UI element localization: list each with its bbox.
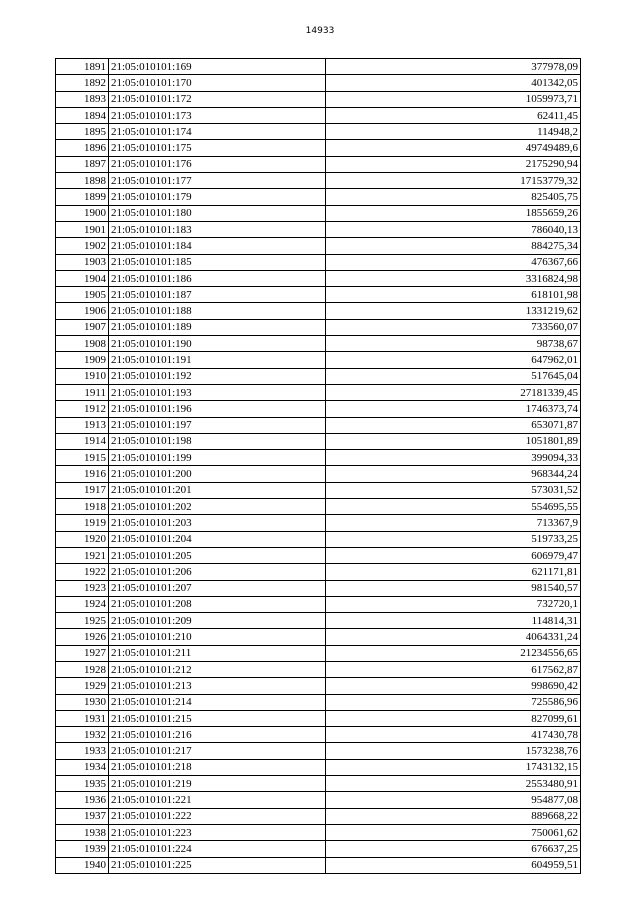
row-number: 1929: [56, 678, 109, 694]
row-number: 1899: [56, 189, 109, 205]
cadastral-value: 884275,34: [326, 238, 581, 254]
cadastral-value: 476367,66: [326, 254, 581, 270]
table-row: [56, 75, 581, 91]
cadastral-number: 21:05:010101:193: [109, 384, 326, 400]
table-row: [56, 368, 581, 384]
cadastral-value: 617562,87: [326, 661, 581, 677]
table-row: [56, 613, 581, 629]
row-number: 1931: [56, 710, 109, 726]
table-row: [56, 401, 581, 417]
cadastral-value: 1746373,74: [326, 401, 581, 417]
row-number: 1895: [56, 124, 109, 140]
row-number: 1938: [56, 824, 109, 840]
row-number: 1894: [56, 107, 109, 123]
row-number: 1933: [56, 743, 109, 759]
cadastral-number: 21:05:010101:174: [109, 124, 326, 140]
row-number: 1924: [56, 596, 109, 612]
row-number: 1928: [56, 661, 109, 677]
table-row: [56, 417, 581, 433]
cadastral-value: 1743132,15: [326, 759, 581, 775]
cadastral-value: 732720,1: [326, 596, 581, 612]
table-row: [56, 694, 581, 710]
table-row: [56, 287, 581, 303]
cadastral-number: 21:05:010101:214: [109, 694, 326, 710]
cadastral-value: 98738,67: [326, 336, 581, 352]
cadastral-number: 21:05:010101:217: [109, 743, 326, 759]
cadastral-number: 21:05:010101:208: [109, 596, 326, 612]
table-row: [56, 564, 581, 580]
cadastral-value: 1051801,89: [326, 433, 581, 449]
cadastral-number: 21:05:010101:218: [109, 759, 326, 775]
table-row: [56, 629, 581, 645]
cadastral-number: 21:05:010101:211: [109, 645, 326, 661]
cadastral-value: 4064331,24: [326, 629, 581, 645]
cadastral-value: 49749489,6: [326, 140, 581, 156]
table-row: [56, 710, 581, 726]
row-number: 1935: [56, 776, 109, 792]
table-row: [56, 450, 581, 466]
row-number: 1909: [56, 352, 109, 368]
row-number: 1912: [56, 401, 109, 417]
table-row: [56, 759, 581, 775]
cadastral-number: 21:05:010101:172: [109, 91, 326, 107]
table-row: [56, 661, 581, 677]
cadastral-number: 21:05:010101:213: [109, 678, 326, 694]
cadastral-value: 606979,47: [326, 547, 581, 563]
cadastral-value: 2175290,94: [326, 156, 581, 172]
table-row: [56, 466, 581, 482]
row-number: 1930: [56, 694, 109, 710]
cadastral-number: 21:05:010101:197: [109, 417, 326, 433]
row-number: 1896: [56, 140, 109, 156]
cadastral-value: 401342,05: [326, 75, 581, 91]
row-number: 1910: [56, 368, 109, 384]
table-row: [56, 727, 581, 743]
cadastral-value: 517645,04: [326, 368, 581, 384]
row-number: 1914: [56, 433, 109, 449]
cadastral-value: 713367,9: [326, 515, 581, 531]
table-row: [56, 156, 581, 172]
page-number: 14933: [305, 26, 335, 36]
cadastral-value: 573031,52: [326, 482, 581, 498]
row-number: 1920: [56, 531, 109, 547]
table-row: [56, 531, 581, 547]
cadastral-value: 417430,78: [326, 727, 581, 743]
cadastral-value: 786040,13: [326, 221, 581, 237]
cadastral-number: 21:05:010101:199: [109, 450, 326, 466]
row-number: 1911: [56, 384, 109, 400]
cadastral-number: 21:05:010101:188: [109, 303, 326, 319]
cadastral-value: 653071,87: [326, 417, 581, 433]
cadastral-value: 3316824,98: [326, 270, 581, 286]
cadastral-number: 21:05:010101:184: [109, 238, 326, 254]
cadastral-number: 21:05:010101:201: [109, 482, 326, 498]
cadastral-number: 21:05:010101:191: [109, 352, 326, 368]
row-number: 1908: [56, 336, 109, 352]
cadastral-number: 21:05:010101:203: [109, 515, 326, 531]
cadastral-number: 21:05:010101:187: [109, 287, 326, 303]
cadastral-number: 21:05:010101:189: [109, 319, 326, 335]
table-row: [56, 238, 581, 254]
cadastral-number: 21:05:010101:175: [109, 140, 326, 156]
cadastral-number: 21:05:010101:177: [109, 173, 326, 189]
row-number: 1891: [56, 59, 109, 75]
cadastral-value: 2553480,91: [326, 776, 581, 792]
row-number: 1925: [56, 613, 109, 629]
cadastral-value: 114814,31: [326, 613, 581, 629]
table-row: [56, 776, 581, 792]
table-row: [56, 580, 581, 596]
cadastral-number: 21:05:010101:179: [109, 189, 326, 205]
cadastral-number: 21:05:010101:204: [109, 531, 326, 547]
cadastral-value: 750061,62: [326, 824, 581, 840]
cadastral-value: 114948,2: [326, 124, 581, 140]
cadastral-value: 621171,81: [326, 564, 581, 580]
row-number: 1903: [56, 254, 109, 270]
row-number: 1921: [56, 547, 109, 563]
cadastral-value: 554695,55: [326, 499, 581, 515]
cadastral-value: 399094,33: [326, 450, 581, 466]
cadastral-number: 21:05:010101:206: [109, 564, 326, 580]
cadastral-value: 519733,25: [326, 531, 581, 547]
row-number: 1913: [56, 417, 109, 433]
table-body: [56, 59, 581, 874]
row-number: 1934: [56, 759, 109, 775]
row-number: 1900: [56, 205, 109, 221]
table-row: [56, 140, 581, 156]
cadastral-number: 21:05:010101:200: [109, 466, 326, 482]
cadastral-number: 21:05:010101:169: [109, 59, 326, 75]
cadastral-number: 21:05:010101:196: [109, 401, 326, 417]
table-row: [56, 336, 581, 352]
cadastral-value: 618101,98: [326, 287, 581, 303]
row-number: 1919: [56, 515, 109, 531]
cadastral-value: 998690,42: [326, 678, 581, 694]
cadastral-value: 377978,09: [326, 59, 581, 75]
table-row: [56, 384, 581, 400]
table-row: [56, 499, 581, 515]
row-number: 1898: [56, 173, 109, 189]
row-number: 1901: [56, 221, 109, 237]
cadastral-number: 21:05:010101:205: [109, 547, 326, 563]
table-row: [56, 173, 581, 189]
cadastral-number: 21:05:010101:221: [109, 792, 326, 808]
table-row: [56, 841, 581, 857]
row-number: 1893: [56, 91, 109, 107]
cadastral-value: 647962,01: [326, 352, 581, 368]
cadastral-number: 21:05:010101:185: [109, 254, 326, 270]
cadastral-number: 21:05:010101:186: [109, 270, 326, 286]
table-row: [56, 645, 581, 661]
row-number: 1906: [56, 303, 109, 319]
table-row: [56, 515, 581, 531]
table-row: [56, 547, 581, 563]
cadastral-value: 733560,07: [326, 319, 581, 335]
row-number: 1936: [56, 792, 109, 808]
cadastral-value: 1573238,76: [326, 743, 581, 759]
cadastral-value: 27181339,45: [326, 384, 581, 400]
cadastral-value: 825405,75: [326, 189, 581, 205]
table-row: [56, 857, 581, 873]
cadastral-value: 17153779,32: [326, 173, 581, 189]
row-number: 1904: [56, 270, 109, 286]
table-row: [56, 352, 581, 368]
row-number: 1902: [56, 238, 109, 254]
table-row: [56, 107, 581, 123]
cadastral-value: 968344,24: [326, 466, 581, 482]
table-row: [56, 303, 581, 319]
table-row: [56, 482, 581, 498]
row-number: 1927: [56, 645, 109, 661]
table-row: [56, 808, 581, 824]
table-row: [56, 433, 581, 449]
cadastral-number: 21:05:010101:219: [109, 776, 326, 792]
cadastral-value: 954877,08: [326, 792, 581, 808]
table-row: [56, 270, 581, 286]
table-row: [56, 743, 581, 759]
cadastral-number: 21:05:010101:198: [109, 433, 326, 449]
table-row: [56, 205, 581, 221]
table-row: [56, 792, 581, 808]
table-row: [56, 596, 581, 612]
row-number: 1905: [56, 287, 109, 303]
table-row: [56, 91, 581, 107]
cadastral-number: 21:05:010101:224: [109, 841, 326, 857]
table-row: [56, 678, 581, 694]
row-number: 1917: [56, 482, 109, 498]
cadastral-value: 62411,45: [326, 107, 581, 123]
cadastral-value: 889668,22: [326, 808, 581, 824]
cadastral-value: 21234556,65: [326, 645, 581, 661]
cadastral-number: 21:05:010101:180: [109, 205, 326, 221]
cadastral-value: 1331219,62: [326, 303, 581, 319]
cadastral-value: 725586,96: [326, 694, 581, 710]
table-row: [56, 124, 581, 140]
row-number: 1892: [56, 75, 109, 91]
cadastral-number: 21:05:010101:222: [109, 808, 326, 824]
cadastral-number: 21:05:010101:215: [109, 710, 326, 726]
cadastral-number: 21:05:010101:183: [109, 221, 326, 237]
row-number: 1897: [56, 156, 109, 172]
cadastral-number: 21:05:010101:223: [109, 824, 326, 840]
cadastral-number: 21:05:010101:207: [109, 580, 326, 596]
row-number: 1940: [56, 857, 109, 873]
row-number: 1923: [56, 580, 109, 596]
table-row: [56, 254, 581, 270]
cadastral-number: 21:05:010101:210: [109, 629, 326, 645]
cadastral-number: 21:05:010101:190: [109, 336, 326, 352]
table-row: [56, 189, 581, 205]
row-number: 1918: [56, 499, 109, 515]
cadastral-value: 827099,61: [326, 710, 581, 726]
row-number: 1916: [56, 466, 109, 482]
cadastral-number: 21:05:010101:192: [109, 368, 326, 384]
table-row: [56, 221, 581, 237]
cadastral-number: 21:05:010101:176: [109, 156, 326, 172]
cadastral-number: 21:05:010101:173: [109, 107, 326, 123]
cadastral-number: 21:05:010101:202: [109, 499, 326, 515]
row-number: 1915: [56, 450, 109, 466]
table-row: [56, 59, 581, 75]
table-row: [56, 824, 581, 840]
table-row: [56, 319, 581, 335]
row-number: 1939: [56, 841, 109, 857]
row-number: 1937: [56, 808, 109, 824]
row-number: 1907: [56, 319, 109, 335]
cadastral-number: 21:05:010101:216: [109, 727, 326, 743]
cadastral-number: 21:05:010101:170: [109, 75, 326, 91]
cadastral-value-table: [55, 58, 581, 874]
cadastral-value: 981540,57: [326, 580, 581, 596]
row-number: 1932: [56, 727, 109, 743]
cadastral-value: 676637,25: [326, 841, 581, 857]
cadastral-value: 1059973,71: [326, 91, 581, 107]
cadastral-value: 1855659,26: [326, 205, 581, 221]
cadastral-value: 604959,51: [326, 857, 581, 873]
cadastral-number: 21:05:010101:209: [109, 613, 326, 629]
row-number: 1922: [56, 564, 109, 580]
cadastral-number: 21:05:010101:225: [109, 857, 326, 873]
row-number: 1926: [56, 629, 109, 645]
cadastral-number: 21:05:010101:212: [109, 661, 326, 677]
